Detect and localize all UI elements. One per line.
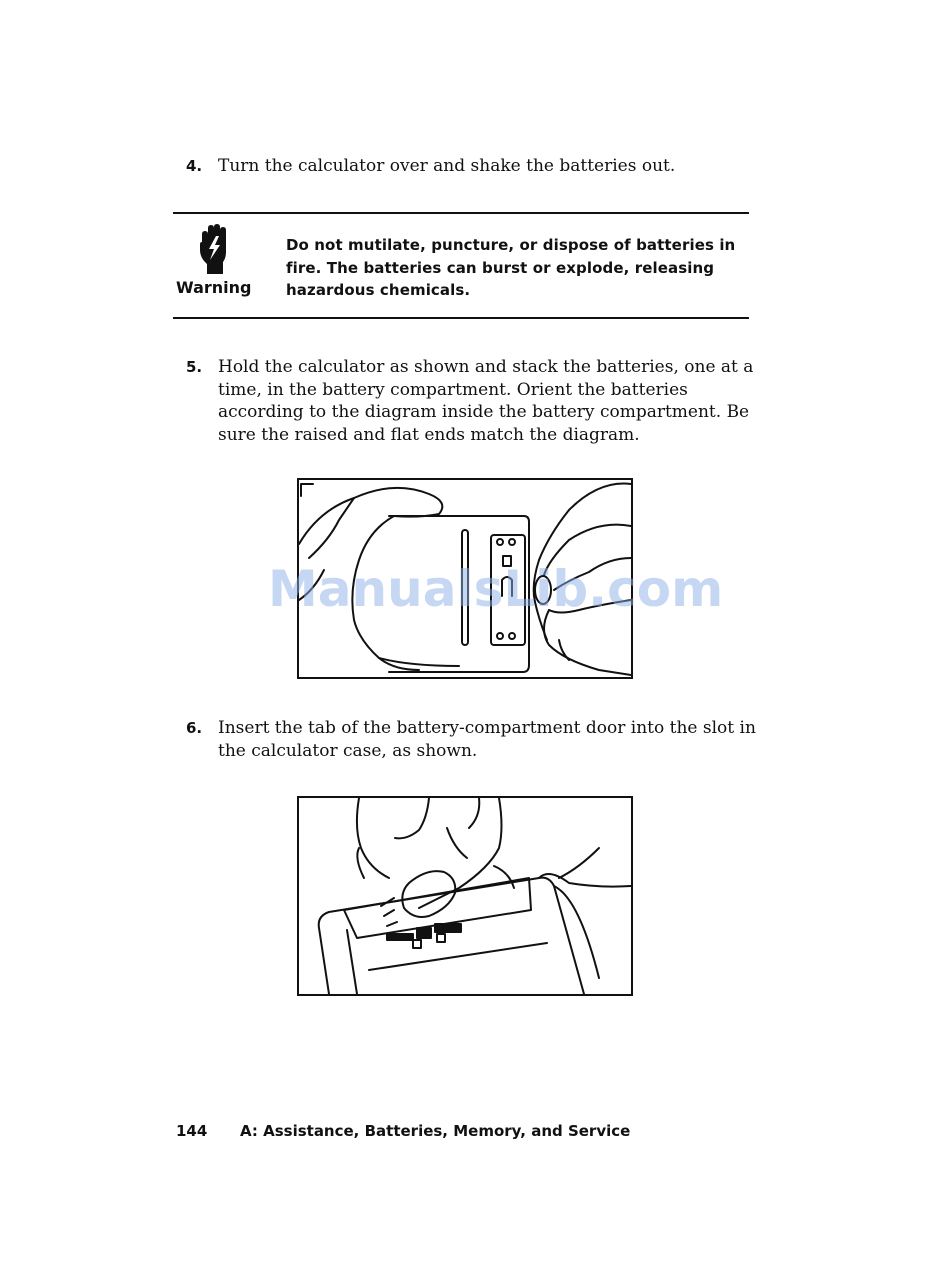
step-number: 6. xyxy=(186,719,203,737)
warning-top-rule xyxy=(173,212,749,214)
page-footer xyxy=(176,1122,630,1140)
hand-warning-icon xyxy=(196,224,236,276)
step-number: 4. xyxy=(186,157,203,175)
section-title: A: Assistance, Batteries, Memory, and Service xyxy=(240,1122,631,1140)
warning-text: Do not mutilate, puncture, or dispose of batteries in fire. The batteries can burst or explode, releasing hazardous chemicals. xyxy=(286,236,736,299)
step-number: 5. xyxy=(186,358,203,376)
step-text: Insert the tab of the battery-compartment door into the slot in the calculator case, as shown. xyxy=(218,718,756,761)
step-text: Turn the calculator over and shake the batteries out. xyxy=(218,156,676,176)
warning-bottom-rule xyxy=(173,317,749,319)
warning-label: Warning xyxy=(176,278,252,297)
figure-inserting-door xyxy=(297,796,633,996)
watermark: ManualsLib.com xyxy=(268,560,724,618)
step-4 xyxy=(186,155,756,178)
page-number: 144 xyxy=(176,1122,208,1140)
step-5 xyxy=(186,356,756,446)
step-6 xyxy=(186,717,756,762)
step-text: Hold the calculator as shown and stack the batteries, one at a time, in the battery compartment. Orient the batteries according to the diagram inside the battery compartment. Be sure the raised and flat ends match the diagram. xyxy=(218,357,754,445)
thumb-inserting-door-tab-illustration xyxy=(299,798,631,994)
